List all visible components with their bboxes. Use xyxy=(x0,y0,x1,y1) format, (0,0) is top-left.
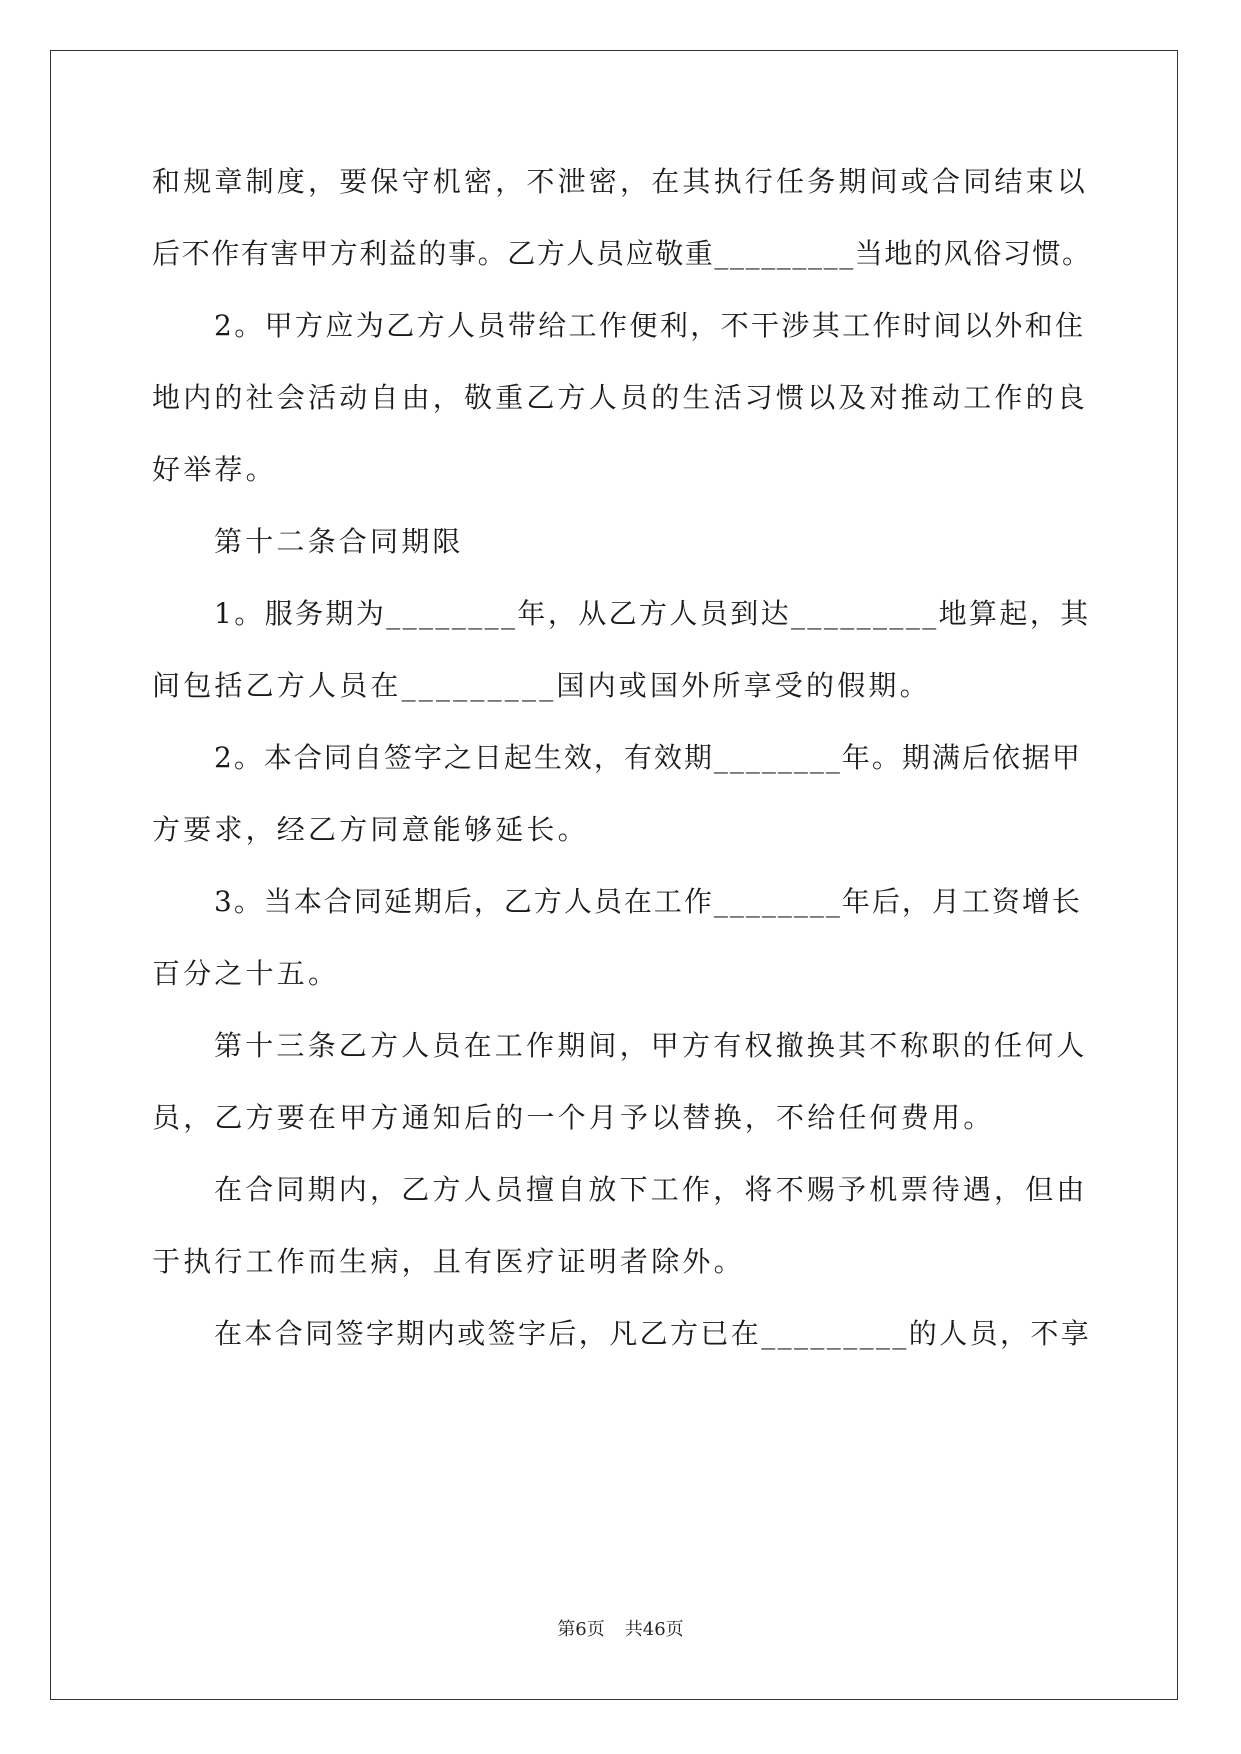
paragraph-first-line: 在合同期内，乙方人员擅自放下工作，将不赐予机票待遇，但由 xyxy=(214,1173,1088,1206)
text-line: 和规章制度，要保守机密，不泄密，在其执行任务期间或合同结束以 xyxy=(152,165,1089,198)
text-line: 于执行工作而生病，且有医疗证明者除外。 xyxy=(152,1245,745,1278)
text-line: 好举荐。 xyxy=(152,453,277,486)
page-total: 共46页 xyxy=(624,1619,684,1640)
paragraph-first-line: 第十三条乙方人员在工作期间，甲方有权撤换其不称职的任何人 xyxy=(214,1029,1088,1062)
paragraph-first-line: 3。当本合同延期后，乙方人员在工作________年后，月工资增长 xyxy=(214,885,1082,918)
paragraph-first-line: 在本合同签字期内或签字后，凡乙方已在_________的人员，不享 xyxy=(214,1317,1092,1350)
page-footer xyxy=(0,1618,1241,1642)
text-line: 地内的社会活动自由，敬重乙方人员的生活习惯以及对推动工作的良 xyxy=(152,381,1089,414)
page-border xyxy=(50,50,1178,1700)
text-line: 间包括乙方人员在_________国内或国外所享受的假期。 xyxy=(152,669,931,702)
paragraph-first-line: 2。甲方应为乙方人员带给工作便利，不干涉其工作时间以外和住 xyxy=(214,309,1086,342)
text-line: 后不作有害甲方利益的事。乙方人员应敬重_________当地的风俗习惯。 xyxy=(152,237,1092,270)
paragraph-first-line: 1。服务期为________年，从乙方人员到达_________地算起，其 xyxy=(214,597,1091,630)
text-line: 百分之十五。 xyxy=(152,957,340,990)
paragraph-first-line: 2。本合同自签字之日起生效，有效期________年。期满后依据甲 xyxy=(214,741,1082,774)
section-heading: 第十二条合同期限 xyxy=(214,525,464,558)
text-line: 方要求，经乙方同意能够延长。 xyxy=(152,813,589,846)
text-line: 员，乙方要在甲方通知后的一个月予以替换，不给任何费用。 xyxy=(152,1101,995,1134)
page-number: 第6页 xyxy=(557,1619,605,1640)
